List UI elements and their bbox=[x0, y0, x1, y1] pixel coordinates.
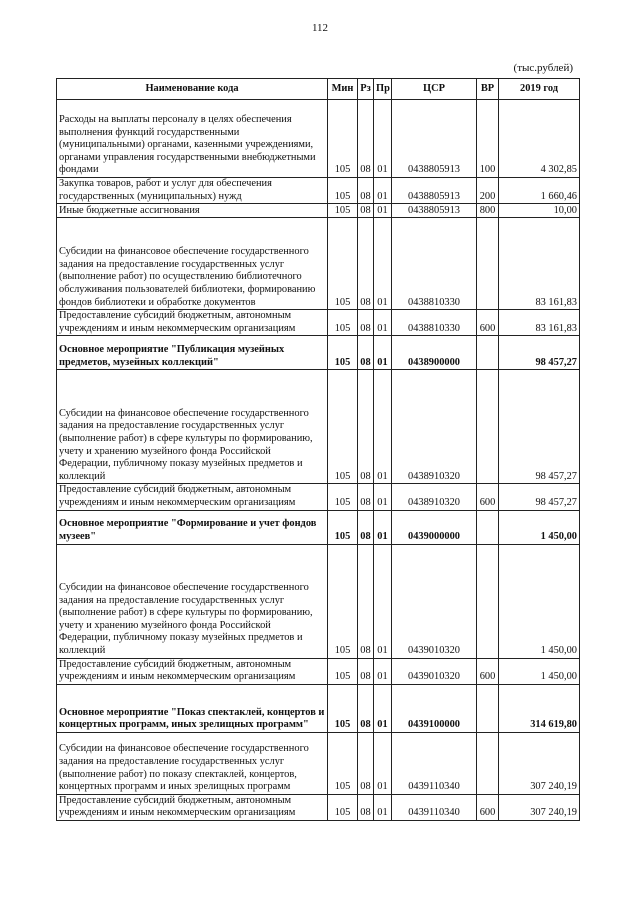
row-name: Предоставление субсидий бюджетным, автономным учреждениям и иным некоммерческим организациям bbox=[57, 658, 328, 684]
table-row bbox=[57, 370, 580, 484]
row-pr: 01 bbox=[374, 544, 392, 658]
row-name: Основное мероприятие "Публикация музейных предметов, музейных коллекций" bbox=[57, 336, 328, 370]
row-csr: 0438810330 bbox=[392, 310, 477, 336]
header-vr: ВР bbox=[477, 79, 499, 100]
row-pr: 01 bbox=[374, 204, 392, 218]
row-name: Субсидии на финансовое обеспечение государственного задания на предоставление государственных услуг (выполнение работ) по осуществлению библиотечного обслуживания пользователей библиотеки, формированию фондов библиотеки и обработке документов bbox=[57, 218, 328, 310]
row-csr: 0438900000 bbox=[392, 336, 477, 370]
row-min: 105 bbox=[328, 310, 358, 336]
row-rz: 08 bbox=[358, 336, 374, 370]
row-pr: 01 bbox=[374, 100, 392, 178]
row-min: 105 bbox=[328, 204, 358, 218]
row-pr: 01 bbox=[374, 684, 392, 732]
row-amount: 1 450,00 bbox=[499, 544, 580, 658]
row-csr: 0439010320 bbox=[392, 544, 477, 658]
header-year: 2019 год bbox=[499, 79, 580, 100]
row-vr: 100 bbox=[477, 100, 499, 178]
row-min: 105 bbox=[328, 544, 358, 658]
table-row bbox=[57, 336, 580, 370]
row-csr: 0438810330 bbox=[392, 218, 477, 310]
page-number: 112 bbox=[311, 22, 329, 34]
row-csr: 0439000000 bbox=[392, 510, 477, 544]
row-amount: 1 450,00 bbox=[499, 658, 580, 684]
row-min: 105 bbox=[328, 218, 358, 310]
row-amount: 10,00 bbox=[499, 204, 580, 218]
table-row bbox=[57, 178, 580, 204]
header-csr: ЦСР bbox=[392, 79, 477, 100]
row-pr: 01 bbox=[374, 178, 392, 204]
row-amount: 1 450,00 bbox=[499, 510, 580, 544]
row-rz: 08 bbox=[358, 684, 374, 732]
budget-table bbox=[56, 78, 580, 821]
row-name: Субсидии на финансовое обеспечение государственного задания на предоставление государственных услуг (выполнение работ) в сфере культуры по формированию, учету и хранению музейного фонда Российской Федерации, публичному показу музейных предметов и коллекций bbox=[57, 370, 328, 484]
row-name: Основное мероприятие "Показ спектаклей, концертов и концертных программ, иных зрелищных программ" bbox=[57, 684, 328, 732]
row-amount: 98 457,27 bbox=[499, 484, 580, 510]
row-vr: 800 bbox=[477, 204, 499, 218]
row-min: 105 bbox=[328, 100, 358, 178]
row-rz: 08 bbox=[358, 218, 374, 310]
row-name: Расходы на выплаты персоналу в целях обеспечения выполнения функций государственными (муниципальными) органами, казенными учреждениями, органами управления государственными внебюджетными фондами bbox=[57, 100, 328, 178]
table-row bbox=[57, 732, 580, 794]
row-vr bbox=[477, 732, 499, 794]
row-rz: 08 bbox=[358, 510, 374, 544]
row-rz: 08 bbox=[358, 370, 374, 484]
row-csr: 0438805913 bbox=[392, 204, 477, 218]
row-vr: 600 bbox=[477, 658, 499, 684]
table-row bbox=[57, 484, 580, 510]
table-row bbox=[57, 510, 580, 544]
row-vr bbox=[477, 370, 499, 484]
row-vr: 600 bbox=[477, 794, 499, 820]
row-min: 105 bbox=[328, 370, 358, 484]
row-csr: 0438910320 bbox=[392, 484, 477, 510]
row-pr: 01 bbox=[374, 336, 392, 370]
row-min: 105 bbox=[328, 658, 358, 684]
row-vr bbox=[477, 510, 499, 544]
units-label: (тыс.рублей) bbox=[513, 62, 573, 74]
row-vr: 200 bbox=[477, 178, 499, 204]
row-name: Предоставление субсидий бюджетным, автономным учреждениям и иным некоммерческим организациям bbox=[57, 310, 328, 336]
row-vr: 600 bbox=[477, 484, 499, 510]
row-csr: 0438805913 bbox=[392, 178, 477, 204]
row-name: Субсидии на финансовое обеспечение государственного задания на предоставление государственных услуг (выполнение работ) по показу спектаклей, концертов, концертных программ и иных зрелищных программ bbox=[57, 732, 328, 794]
row-min: 105 bbox=[328, 484, 358, 510]
row-name: Иные бюджетные ассигнования bbox=[57, 204, 328, 218]
row-min: 105 bbox=[328, 794, 358, 820]
row-vr bbox=[477, 684, 499, 732]
row-rz: 08 bbox=[358, 794, 374, 820]
header-pr: Пр bbox=[374, 79, 392, 100]
row-rz: 08 bbox=[358, 732, 374, 794]
row-pr: 01 bbox=[374, 370, 392, 484]
row-pr: 01 bbox=[374, 510, 392, 544]
header-rz: Рз bbox=[358, 79, 374, 100]
row-pr: 01 bbox=[374, 310, 392, 336]
row-pr: 01 bbox=[374, 658, 392, 684]
row-rz: 08 bbox=[358, 484, 374, 510]
row-min: 105 bbox=[328, 732, 358, 794]
row-rz: 08 bbox=[358, 544, 374, 658]
row-pr: 01 bbox=[374, 218, 392, 310]
row-name: Субсидии на финансовое обеспечение государственного задания на предоставление государственных услуг (выполнение работ) в сфере культуры по формированию, учету и хранению музейного фонда Российской Федерации, публичному показу музейных предметов и коллекций bbox=[57, 544, 328, 658]
row-vr bbox=[477, 336, 499, 370]
row-name: Предоставление субсидий бюджетным, автономным учреждениям и иным некоммерческим организациям bbox=[57, 484, 328, 510]
row-rz: 08 bbox=[358, 310, 374, 336]
row-rz: 08 bbox=[358, 204, 374, 218]
row-csr: 0438910320 bbox=[392, 370, 477, 484]
row-min: 105 bbox=[328, 336, 358, 370]
row-amount: 307 240,19 bbox=[499, 794, 580, 820]
row-amount: 314 619,80 bbox=[499, 684, 580, 732]
table-row bbox=[57, 218, 580, 310]
table-row bbox=[57, 658, 580, 684]
row-rz: 08 bbox=[358, 658, 374, 684]
table-row bbox=[57, 100, 580, 178]
row-vr bbox=[477, 544, 499, 658]
row-pr: 01 bbox=[374, 794, 392, 820]
row-min: 105 bbox=[328, 510, 358, 544]
row-vr: 600 bbox=[477, 310, 499, 336]
row-min: 105 bbox=[328, 178, 358, 204]
row-amount: 307 240,19 bbox=[499, 732, 580, 794]
row-csr: 0439010320 bbox=[392, 658, 477, 684]
row-vr bbox=[477, 218, 499, 310]
header-min: Мин bbox=[328, 79, 358, 100]
row-name: Основное мероприятие "Формирование и учет фондов музеев" bbox=[57, 510, 328, 544]
table-row bbox=[57, 544, 580, 658]
table-row bbox=[57, 684, 580, 732]
row-amount: 98 457,27 bbox=[499, 370, 580, 484]
row-amount: 98 457,27 bbox=[499, 336, 580, 370]
row-csr: 0439110340 bbox=[392, 794, 477, 820]
row-amount: 83 161,83 bbox=[499, 218, 580, 310]
row-min: 105 bbox=[328, 684, 358, 732]
row-amount: 83 161,83 bbox=[499, 310, 580, 336]
row-rz: 08 bbox=[358, 100, 374, 178]
header-name: Наименование кода bbox=[57, 79, 328, 100]
row-amount: 4 302,85 bbox=[499, 100, 580, 178]
row-csr: 0438805913 bbox=[392, 100, 477, 178]
table-row bbox=[57, 310, 580, 336]
row-pr: 01 bbox=[374, 732, 392, 794]
row-rz: 08 bbox=[358, 178, 374, 204]
table-row bbox=[57, 204, 580, 218]
row-csr: 0439110340 bbox=[392, 732, 477, 794]
row-name: Закупка товаров, работ и услуг для обеспечения государственных (муниципальных) нужд bbox=[57, 178, 328, 204]
row-name: Предоставление субсидий бюджетным, автономным учреждениям и иным некоммерческим организациям bbox=[57, 794, 328, 820]
table-row bbox=[57, 794, 580, 820]
row-amount: 1 660,46 bbox=[499, 178, 580, 204]
row-csr: 0439100000 bbox=[392, 684, 477, 732]
table-header-row bbox=[57, 79, 580, 100]
row-pr: 01 bbox=[374, 484, 392, 510]
